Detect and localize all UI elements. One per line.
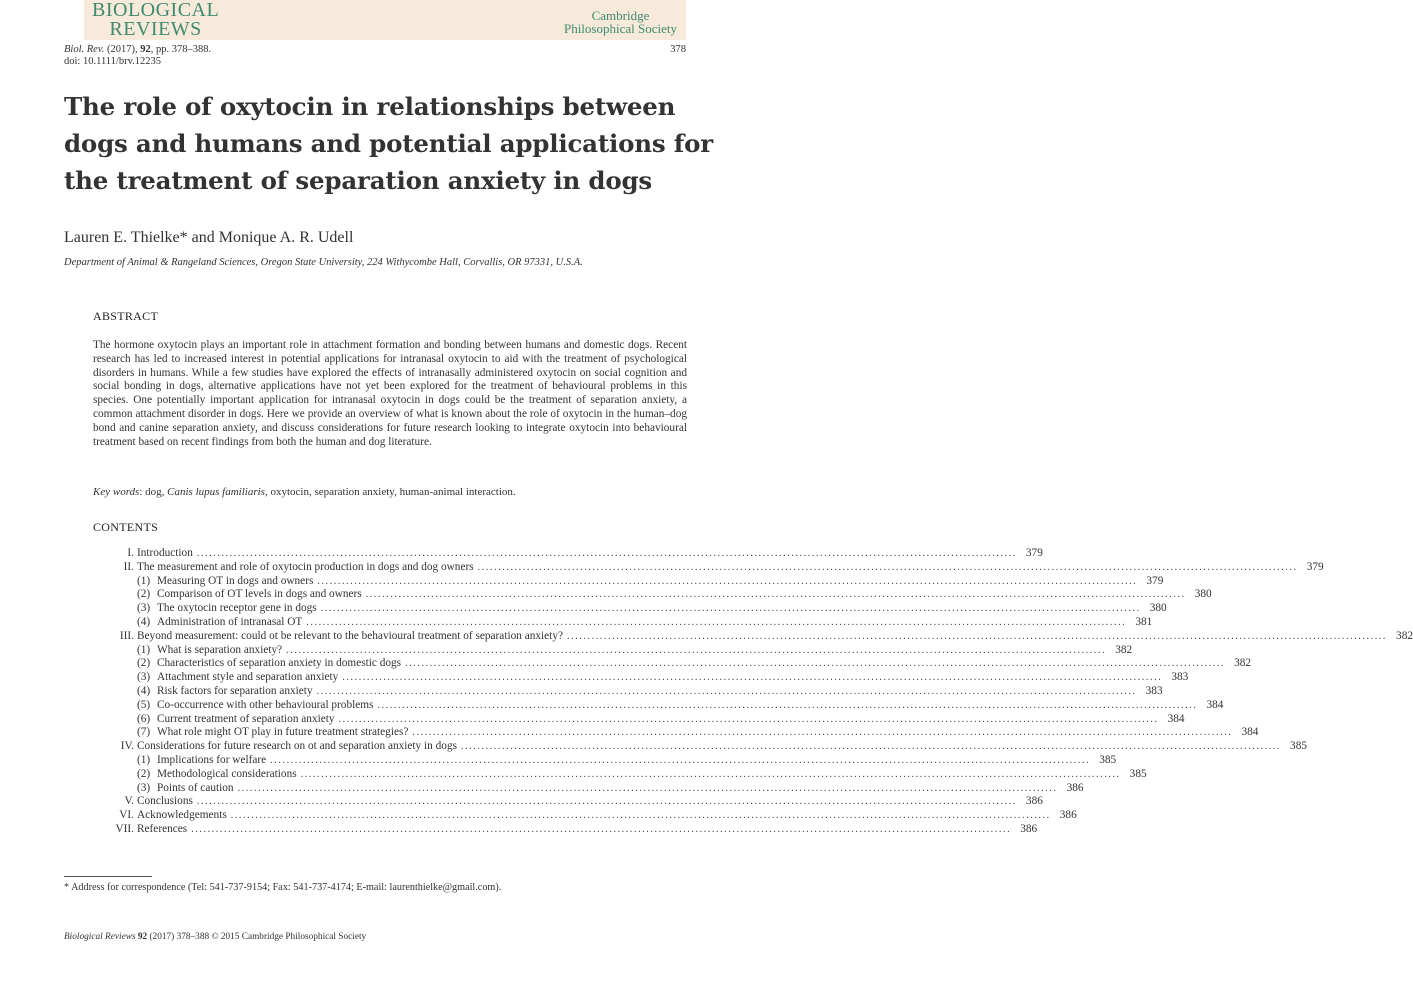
toc-page-number: 384 bbox=[1241, 726, 1259, 739]
toc-page-number: 386 bbox=[1066, 781, 1084, 794]
toc-subsection-number: (1) bbox=[137, 753, 151, 766]
society-logo bbox=[564, 9, 677, 35]
toc-leader-dots: ........................................................................................................................................................................................................ bbox=[412, 727, 1233, 739]
toc-leader-dots: ........................................................................................................................................................................................................ bbox=[338, 713, 1159, 725]
toc-leader-dots: ........................................................................................................................................................................................................ bbox=[405, 658, 1226, 670]
toc-leader-dots: ........................................................................................................................................................................................................ bbox=[286, 644, 1107, 656]
toc-title: Acknowledgements bbox=[137, 809, 227, 822]
toc-leader-dots: ........................................................................................................................................................................................................ bbox=[230, 810, 1051, 822]
page-number: 378 bbox=[670, 44, 686, 55]
keywords-pre: : dog, bbox=[139, 486, 168, 498]
toc-entry[interactable] bbox=[93, 560, 1324, 575]
abstract-text: The hormone oxytocin plays an important role in attachment formation and bonding between humans and domestic dogs. Recent research has led to increased interest in potential applications for intranasal oxytocin to aid with the treatment of psychological disorders in humans. While a few studies have explored the effects of intranasally administered oxytocin on social cognition and social bonding in dogs, alternative applications have not yet been explored for the treatment of behavioural problems in this species. One potentially important application for intranasal oxytocin in dogs could be the treatment of separation anxiety, a common attachment disorder in dogs. Here we provide an overview of what is known about the role of oxytocin in the human–dog bond and canine separation anxiety, and discuss considerations for future research looking to integrate oxytocin into behavioural treatment based on recent findings from both the human and dog literature. bbox=[93, 339, 687, 448]
toc-section-number: II. bbox=[123, 560, 134, 573]
toc-entry[interactable] bbox=[93, 712, 1185, 727]
toc-section-number: III. bbox=[119, 629, 134, 642]
toc-page-number: 383 bbox=[1171, 671, 1189, 684]
toc-title: Measuring OT in dogs and owners bbox=[157, 574, 314, 587]
toc-entry[interactable] bbox=[93, 698, 1224, 713]
toc-subsection-number: (3) bbox=[137, 781, 151, 794]
toc-leader-dots: ........................................................................................................................................................................................................ bbox=[567, 630, 1387, 642]
toc-leader-dots: ........................................................................................................................................................................................................ bbox=[300, 768, 1121, 780]
toc-title: Current treatment of separation anxiety bbox=[157, 712, 335, 725]
toc-section-number: I. bbox=[127, 547, 134, 559]
toc-title: Methodological considerations bbox=[157, 767, 297, 780]
toc-page-number: 385 bbox=[1099, 753, 1117, 766]
toc-title: Points of caution bbox=[157, 781, 234, 794]
keywords-species: Canis lupus familiaris bbox=[167, 486, 265, 498]
toc-subsection-number: (3) bbox=[137, 602, 151, 615]
toc-leader-dots: ........................................................................................................................................................................................................ bbox=[270, 754, 1091, 766]
toc-subsection-number: (4) bbox=[137, 684, 151, 697]
footer-journal: Biological Reviews bbox=[64, 932, 136, 942]
journal-logo bbox=[92, 1, 219, 39]
toc-entry[interactable] bbox=[93, 629, 1413, 644]
toc-leader-dots: ........................................................................................................................................................................................................ bbox=[196, 548, 1017, 559]
journal-banner bbox=[84, 0, 686, 40]
society-line2: Philosophical Society bbox=[563, 21, 677, 36]
toc-title: Considerations for future research on ot and separation anxiety in dogs bbox=[137, 740, 457, 753]
correspondence-footnote: * Address for correspondence (Tel: 541-737-9154; Fax: 541-737-4174; E-mail: laurenthielke@gmail.com). bbox=[64, 882, 502, 893]
toc-page-number: 381 bbox=[1135, 615, 1153, 628]
citation-year: (2017), bbox=[104, 44, 141, 55]
toc-page-number: 379 bbox=[1306, 560, 1324, 573]
toc-page-number: 382 bbox=[1234, 657, 1252, 670]
toc-entry[interactable] bbox=[93, 574, 1164, 589]
citation-journal: Biol. Rev. bbox=[64, 44, 105, 55]
footer-copyright: (2017) 378–388 © 2015 Cambridge Philosophical Society bbox=[147, 932, 367, 942]
toc-entry[interactable] bbox=[93, 767, 1147, 782]
toc-entry[interactable] bbox=[93, 781, 1084, 796]
toc-entry[interactable] bbox=[93, 753, 1117, 768]
toc-subsection-number: (4) bbox=[137, 615, 151, 628]
footer-volume: 92 bbox=[137, 932, 148, 942]
toc-title: What role might OT play in future treatment strategies? bbox=[157, 726, 409, 739]
toc-entry[interactable] bbox=[93, 684, 1163, 699]
toc-leader-dots: ........................................................................................................................................................................................................ bbox=[477, 561, 1298, 573]
toc-title: The oxytocin receptor gene in dogs bbox=[157, 602, 317, 615]
toc-section-number: IV. bbox=[120, 740, 134, 753]
toc-subsection-number: (2) bbox=[137, 767, 151, 780]
toc-page-number: 380 bbox=[1149, 602, 1167, 615]
toc-entry[interactable] bbox=[93, 795, 1043, 809]
toc-entry[interactable] bbox=[93, 588, 1212, 602]
toc-leader-dots: ........................................................................................................................................................................................................ bbox=[320, 603, 1141, 615]
keywords-post: , oxytocin, separation anxiety, human-animal interaction. bbox=[264, 486, 516, 498]
toc-entry[interactable] bbox=[93, 602, 1167, 616]
toc-subsection-number: (7) bbox=[137, 726, 151, 739]
toc-subsection-number: (6) bbox=[137, 712, 151, 725]
toc-page-number: 383 bbox=[1145, 684, 1163, 697]
toc-title: Conclusions bbox=[137, 795, 193, 808]
toc-page-number: 380 bbox=[1194, 588, 1212, 601]
toc-leader-dots: ........................................................................................................................................................................................................ bbox=[365, 589, 1186, 601]
footnote-divider bbox=[64, 876, 152, 877]
keywords-label: Key words bbox=[93, 486, 140, 498]
toc-page-number: 386 bbox=[1059, 809, 1077, 822]
toc-leader-dots: ........................................................................................................................................................................................................ bbox=[317, 575, 1138, 587]
toc-page-number: 386 bbox=[1020, 822, 1038, 835]
doi[interactable]: doi: 10.1111/brv.12235 bbox=[64, 56, 162, 67]
toc-entry[interactable] bbox=[93, 726, 1259, 740]
citation-pages: , pp. 378–388. bbox=[150, 44, 212, 55]
journal-title-line1: BIOLOGICAL bbox=[92, 0, 220, 21]
abstract-heading: ABSTRACT bbox=[93, 309, 159, 323]
toc-leader-dots: ........................................................................................................................................................................................................ bbox=[196, 796, 1017, 808]
citation bbox=[64, 44, 211, 68]
toc-title: Attachment style and separation anxiety bbox=[157, 671, 339, 684]
toc-page-number: 384 bbox=[1206, 698, 1224, 711]
toc-leader-dots: ........................................................................................................................................................................................................ bbox=[316, 685, 1137, 697]
toc-entry[interactable] bbox=[93, 643, 1133, 658]
page-footer bbox=[64, 932, 366, 942]
toc-section-number: VI. bbox=[119, 809, 134, 822]
affiliation: Department of Animal & Rangeland Sciences, Oregon State University, 224 Withycombe Hall, Corvallis, OR 97331, U.S.A. bbox=[64, 257, 583, 268]
toc-title: The measurement and role of oxytocin production in dogs and dog owners bbox=[137, 560, 474, 573]
toc-title: Co-occurrence with other behavioural problems bbox=[157, 698, 374, 711]
toc-subsection-number: (2) bbox=[137, 588, 151, 601]
table-of-contents bbox=[93, 547, 1413, 837]
toc-section-number: V. bbox=[124, 795, 134, 808]
toc-leader-dots: ........................................................................................................................................................................................................ bbox=[377, 699, 1198, 711]
toc-title: Beyond measurement: could ot be relevant to the behavioural treatment of separation anxiety? bbox=[137, 629, 563, 642]
toc-subsection-number: (3) bbox=[137, 671, 151, 684]
toc-entry[interactable] bbox=[93, 671, 1189, 685]
toc-leader-dots: ........................................................................................................................................................................................................ bbox=[306, 616, 1127, 628]
keywords bbox=[93, 486, 516, 498]
contents-heading: CONTENTS bbox=[93, 520, 159, 534]
society-line1: Cambridge bbox=[591, 8, 650, 23]
toc-leader-dots: ........................................................................................................................................................................................................ bbox=[342, 672, 1163, 684]
toc-subsection-number: (2) bbox=[137, 657, 151, 670]
toc-page-number: 382 bbox=[1396, 629, 1413, 642]
toc-entry[interactable] bbox=[93, 547, 1043, 561]
authors: Lauren E. Thielke* and Monique A. R. Udell bbox=[64, 229, 354, 246]
article-title: The role of oxytocin in relationships between dogs and humans and potential applications for the treatment of separation anxiety in dogs bbox=[64, 92, 713, 195]
toc-leader-dots: ........................................................................................................................................................................................................ bbox=[461, 741, 1281, 753]
toc-subsection-number: (5) bbox=[137, 698, 151, 711]
toc-subsection-number: (1) bbox=[137, 574, 151, 587]
toc-page-number: 382 bbox=[1115, 643, 1133, 656]
toc-page-number: 385 bbox=[1129, 767, 1147, 780]
toc-page-number: 379 bbox=[1146, 574, 1164, 587]
toc-subsection-number: (1) bbox=[137, 643, 151, 656]
toc-page-number: 386 bbox=[1025, 795, 1043, 808]
toc-page-number: 385 bbox=[1290, 740, 1307, 753]
toc-title: Risk factors for separation anxiety bbox=[157, 684, 313, 697]
toc-title: Administration of intranasal OT bbox=[157, 615, 303, 628]
toc-page-number: 379 bbox=[1025, 547, 1043, 559]
toc-section-number: VII. bbox=[115, 822, 134, 835]
toc-entry[interactable] bbox=[93, 657, 1252, 671]
toc-title: What is separation anxiety? bbox=[157, 643, 283, 656]
toc-entry[interactable] bbox=[93, 809, 1077, 823]
toc-title: Implications for welfare bbox=[157, 753, 267, 766]
toc-title: Characteristics of separation anxiety in domestic dogs bbox=[157, 657, 402, 670]
toc-title: Introduction bbox=[137, 547, 193, 559]
journal-title-line2: REVIEWS bbox=[109, 18, 202, 40]
toc-leader-dots: ........................................................................................................................................................................................................ bbox=[191, 823, 1012, 835]
toc-entry[interactable] bbox=[93, 740, 1307, 754]
toc-title: References bbox=[137, 822, 188, 835]
toc-leader-dots: ........................................................................................................................................................................................................ bbox=[237, 782, 1058, 794]
toc-entry[interactable] bbox=[93, 822, 1038, 837]
toc-title: Comparison of OT levels in dogs and owners bbox=[157, 588, 362, 601]
toc-page-number: 384 bbox=[1167, 712, 1185, 725]
citation-volume: 92 bbox=[140, 44, 151, 55]
toc-entry[interactable] bbox=[93, 615, 1153, 630]
